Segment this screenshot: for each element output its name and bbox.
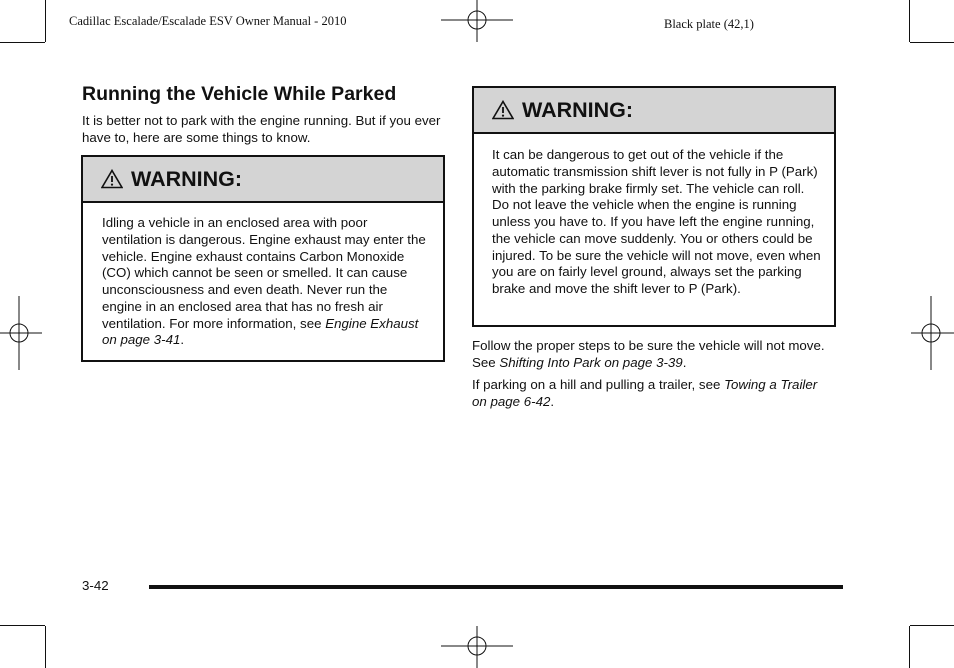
warning-text: Idling a vehicle in an enclosed area with poor ventilation is dangerous. Engine exhaust may enter the vehicle. Engine exhaust contains Carbon Monoxide (CO) which cannot be seen or smelled. It can cause unconsciousness and even death. Never run the engine in an enclosed area that has no fresh air ventilation. For more information, see — [102, 215, 426, 331]
paragraph-text: Follow the proper steps to be sure the vehicle will not move. See — [472, 338, 825, 370]
warning-header — [474, 88, 834, 134]
registration-mark-icon — [0, 296, 42, 370]
warning-title: WARNING: — [131, 166, 243, 191]
registration-mark-icon — [441, 626, 513, 668]
warning-box-exhaust — [81, 155, 445, 362]
period: . — [682, 354, 687, 370]
intro-paragraph: It is better not to park with the engine running. But if you ever have to, here are some things to know. — [82, 113, 441, 145]
period: . — [550, 393, 555, 409]
period: . — [180, 332, 185, 348]
page-number: 3-42 — [82, 578, 109, 593]
crop-mark — [910, 42, 954, 43]
warning-triangle-icon — [492, 100, 514, 120]
plate-label: Black plate (42,1) — [664, 17, 754, 31]
follow-steps-paragraph — [472, 338, 836, 371]
warning-body — [83, 203, 443, 349]
trailer-paragraph — [472, 377, 822, 410]
crop-mark — [910, 625, 954, 626]
warning-title: WARNING: — [522, 97, 634, 122]
page-reference-link[interactable]: Towing a Trailer on page 6-42 — [472, 377, 818, 409]
page-reference-link[interactable]: Shifting Into Park on page 3-39 — [499, 354, 683, 370]
warning-body — [474, 134, 834, 298]
manual-title: Cadillac Escalade/Escalade ESV Owner Manual - 2010 — [69, 14, 347, 28]
registration-mark-icon — [911, 296, 954, 370]
crop-mark — [45, 626, 46, 668]
warning-triangle-icon — [101, 169, 123, 189]
page-reference-link[interactable]: Engine Exhaust on page 3-41 — [102, 315, 419, 348]
crop-mark — [0, 625, 45, 626]
crop-mark — [909, 0, 910, 42]
paragraph-text: If parking on a hill and pulling a trailer, see — [472, 377, 725, 392]
registration-mark-icon — [441, 0, 513, 44]
crop-mark — [909, 626, 910, 668]
warning-header — [83, 157, 443, 203]
warning-text: It can be dangerous to get out of the vehicle if the automatic transmission shift lever is not fully in P (Park) with the parking brake firmly set. The vehicle can roll. Do not leave the vehicle when the engine is running unless you have to. If you have left the engine running, the vehicle can move suddenly. You or others could be injured. To be sure the vehicle will not move, even when you are on fairly level ground, always set the parking brake and move the shift lever to P (Park). — [492, 147, 821, 296]
warning-box-park — [472, 86, 836, 327]
section-heading: Running the Vehicle While Parked — [82, 83, 397, 105]
footer-rule — [149, 585, 843, 589]
crop-mark — [45, 0, 46, 42]
crop-mark — [0, 42, 45, 43]
